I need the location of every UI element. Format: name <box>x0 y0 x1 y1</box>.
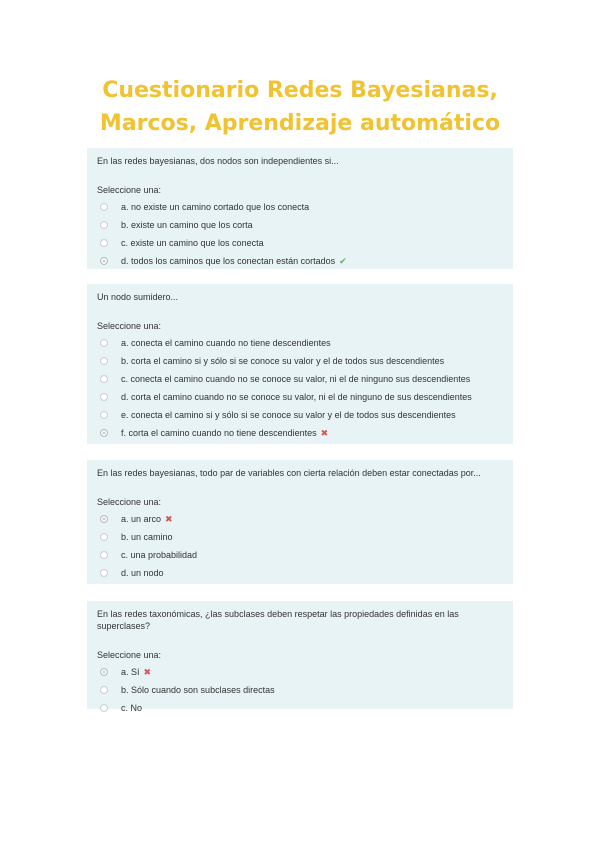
option-c[interactable] <box>97 370 503 388</box>
radio-button[interactable] <box>100 203 108 211</box>
radio-button[interactable] <box>100 551 108 559</box>
radio-button[interactable] <box>100 686 108 694</box>
option-label: f. corta el camino cuando no tiene descendientes <box>121 428 317 438</box>
question-3 <box>87 460 513 584</box>
option-label: b. corta el camino si y sólo si se conoce su valor y el de todos sus descendientes <box>121 356 445 366</box>
radio-button[interactable] <box>100 375 108 383</box>
question-text: En las redes bayesianas, dos nodos son independientes si... <box>97 156 339 166</box>
cross-icon: ✖ <box>143 666 152 677</box>
radio-button[interactable] <box>100 239 108 247</box>
option-e[interactable] <box>97 406 503 424</box>
option-label: a. un arco <box>121 514 162 524</box>
option-label: c. una probabilidad <box>121 550 198 560</box>
cross-icon: ✖ <box>165 513 173 524</box>
option-b[interactable] <box>97 528 503 546</box>
option-label: a. Sí <box>121 667 140 677</box>
radio-button[interactable] <box>100 704 108 712</box>
option-d[interactable] <box>97 388 503 406</box>
radio-button-selected[interactable] <box>100 668 108 676</box>
option-a[interactable] <box>97 334 503 352</box>
option-label: d. corta el camino cuando no se conoce su valor, ni el de ninguno de sus descendientes <box>121 392 472 402</box>
radio-button[interactable] <box>100 533 108 541</box>
option-label: a. no existe un camino cortado que los conecta <box>121 202 310 212</box>
option-c[interactable] <box>97 234 503 252</box>
question-text: En las redes taxonómicas, ¿las subclases deben respetar las propiedades definidas en las superclases? <box>97 609 459 631</box>
question-4 <box>87 601 513 713</box>
option-f[interactable] <box>97 424 503 442</box>
radio-button[interactable] <box>100 569 108 577</box>
radio-button[interactable] <box>100 393 108 401</box>
option-label: c. No <box>121 703 143 713</box>
option-label: b. Sólo cuando son subclases directas <box>121 685 275 695</box>
check-icon: ✔ <box>339 255 347 266</box>
radio-button[interactable] <box>100 411 108 419</box>
radio-button-selected[interactable] <box>100 515 108 523</box>
question-2 <box>87 284 513 444</box>
option-label: b. existe un camino que los corta <box>121 220 253 230</box>
radio-button-selected[interactable] <box>100 429 108 437</box>
option-a[interactable] <box>97 198 503 216</box>
select-prompt: Seleccione una: <box>97 321 162 331</box>
question-text: En las redes bayesianas, todo par de variables con cierta relación deben estar conectadas por... <box>97 468 481 478</box>
title-line-2: Marcos, Aprendizaje automático <box>99 111 501 136</box>
question-1 <box>87 148 513 269</box>
select-prompt: Seleccione una: <box>97 650 162 660</box>
radio-button[interactable] <box>100 339 108 347</box>
radio-button[interactable] <box>100 357 108 365</box>
option-label: c. existe un camino que los conecta <box>121 238 264 248</box>
radio-button-selected[interactable] <box>100 257 108 265</box>
option-b[interactable] <box>97 681 503 699</box>
option-label: a. conecta el camino cuando no tiene descendientes <box>121 338 331 348</box>
option-a[interactable] <box>97 663 503 681</box>
page-title <box>0 74 600 140</box>
option-label: c. conecta el camino cuando no se conoce su valor, ni el de ninguno sus descendientes <box>121 374 471 384</box>
title-line-1: Cuestionario Redes Bayesianas, <box>102 78 498 103</box>
option-label: d. todos los caminos que los conectan están cortados <box>121 256 336 266</box>
option-c[interactable] <box>97 699 503 717</box>
option-a[interactable] <box>97 510 503 528</box>
select-prompt: Seleccione una: <box>97 185 162 195</box>
option-label: e. conecta el camino si y sólo si se conoce su valor y el de todos sus descendientes <box>121 410 456 420</box>
cross-icon: ✖ <box>320 427 329 438</box>
option-label: d. un nodo <box>121 568 164 578</box>
question-text: Un nodo sumidero... <box>97 292 179 302</box>
option-c[interactable] <box>97 546 503 564</box>
option-d[interactable] <box>97 252 503 270</box>
option-d[interactable] <box>97 564 503 582</box>
option-b[interactable] <box>97 352 503 370</box>
option-label: b. un camino <box>121 532 173 542</box>
select-prompt: Seleccione una: <box>97 497 162 507</box>
option-b[interactable] <box>97 216 503 234</box>
radio-button[interactable] <box>100 221 108 229</box>
